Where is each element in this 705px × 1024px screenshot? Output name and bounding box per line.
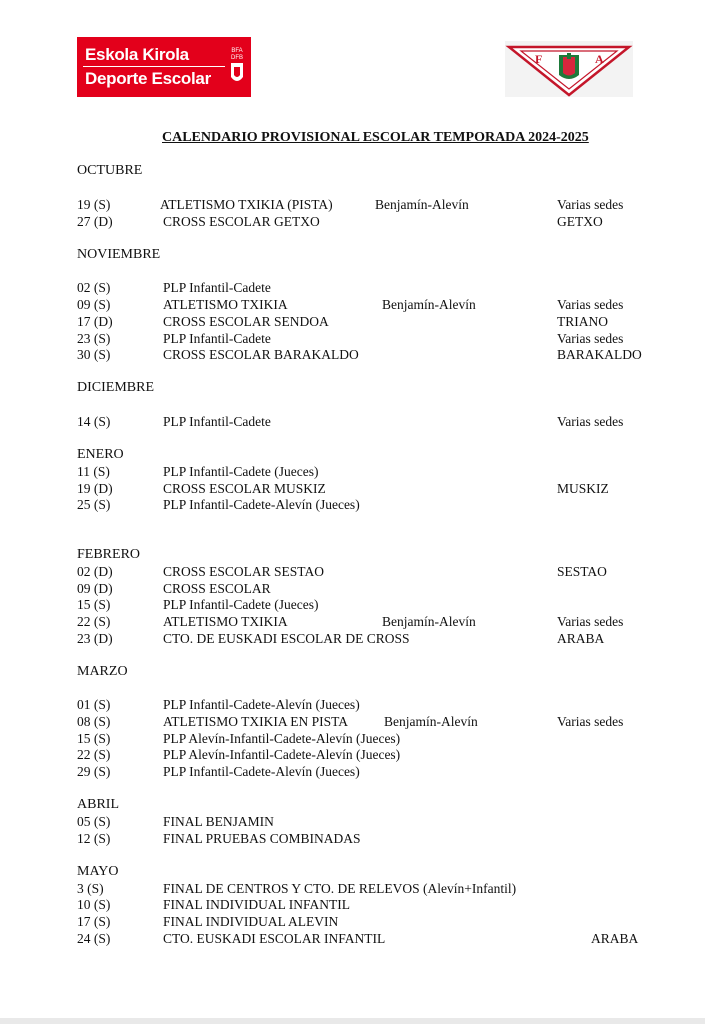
event-date: 15 (S)	[77, 731, 111, 746]
event-name: FINAL DE CENTROS Y CTO. DE RELEVOS (Alevín+Infantil)	[163, 881, 517, 896]
event-date: 29 (S)	[77, 764, 111, 779]
event-venue: SESTAO	[557, 564, 607, 579]
event-name: FINAL INDIVIDUAL ALEVIN	[163, 914, 339, 929]
event-row	[0, 214, 705, 231]
event-date: 02 (D)	[77, 564, 113, 579]
logo-divider	[83, 66, 225, 67]
svg-text:DFB: DFB	[231, 55, 243, 61]
event-date: 25 (S)	[77, 497, 111, 512]
event-date: 01 (S)	[77, 697, 111, 712]
event-name: PLP Infantil-Cadete-Alevín (Jueces)	[163, 697, 360, 712]
event-name: ATLETISMO TXIKIA	[163, 614, 288, 629]
event-row	[0, 931, 705, 948]
event-date: 14 (S)	[77, 414, 111, 429]
event-name: CROSS ESCOLAR	[163, 581, 271, 596]
event-date: 05 (S)	[77, 814, 111, 829]
event-date: 23 (D)	[77, 631, 113, 646]
event-date: 17 (D)	[77, 314, 113, 329]
event-name: PLP Infantil-Cadete	[163, 331, 271, 346]
event-row	[0, 814, 705, 831]
faa-emblem-icon	[505, 41, 633, 97]
month-heading: MARZO	[77, 664, 128, 679]
event-row	[0, 614, 705, 631]
event-name: PLP Alevín-Infantil-Cadete-Alevín (Jueces)	[163, 731, 401, 746]
event-row	[0, 197, 705, 214]
event-name: PLP Infantil-Cadete-Alevín (Jueces)	[163, 497, 360, 512]
eskola-kirola-logo	[77, 37, 251, 97]
event-date: 15 (S)	[77, 597, 111, 612]
event-row	[0, 764, 705, 781]
event-date: 27 (D)	[77, 214, 113, 229]
event-row	[0, 464, 705, 481]
faa-letter-f: F	[535, 52, 543, 66]
event-date: 23 (S)	[77, 331, 111, 346]
logo-line-1: Eskola Kirola	[85, 45, 189, 64]
event-date: 22 (S)	[77, 747, 111, 762]
event-row	[0, 831, 705, 848]
event-name: PLP Infantil-Cadete	[163, 280, 271, 295]
event-name: PLP Infantil-Cadete-Alevín (Jueces)	[163, 764, 360, 779]
event-category: Benjamín-Alevín	[382, 614, 476, 629]
event-row	[0, 897, 705, 914]
month-heading: MAYO	[77, 864, 119, 879]
month-heading: DICIEMBRE	[77, 380, 154, 395]
event-name: CROSS ESCOLAR MUSKIZ	[163, 481, 326, 496]
faa-letter-a: A	[595, 52, 604, 66]
event-date: 30 (S)	[77, 347, 111, 362]
event-name: PLP Infantil-Cadete (Jueces)	[163, 464, 319, 479]
bfa-emblem-icon	[228, 43, 246, 89]
event-category: Benjamín-Alevín	[375, 197, 469, 212]
event-venue: Varias sedes	[557, 614, 624, 629]
event-date: 11 (S)	[77, 464, 110, 479]
month-heading: FEBRERO	[77, 547, 141, 562]
event-row	[0, 697, 705, 714]
event-date: 09 (S)	[77, 297, 111, 312]
faa-federation-logo	[505, 41, 633, 97]
month-heading: ENERO	[77, 447, 124, 462]
event-venue: TRIANO	[557, 314, 608, 329]
page-title: CALENDARIO PROVISIONAL ESCOLAR TEMPORADA 2024-2025	[162, 130, 589, 145]
event-name: CROSS ESCOLAR BARAKALDO	[163, 347, 359, 362]
event-date: 09 (D)	[77, 581, 113, 596]
event-date: 17 (S)	[77, 914, 111, 929]
event-row	[0, 747, 705, 764]
event-row	[0, 631, 705, 648]
event-name: CROSS ESCOLAR GETXO	[163, 214, 320, 229]
event-row	[0, 714, 705, 731]
event-row	[0, 881, 705, 898]
event-name: FINAL BENJAMIN	[163, 814, 274, 829]
event-name: CROSS ESCOLAR SESTAO	[163, 564, 324, 579]
event-venue: Varias sedes	[557, 297, 624, 312]
event-name: FINAL PRUEBAS COMBINADAS	[163, 831, 361, 846]
event-name: ATLETISMO TXIKIA	[163, 297, 288, 312]
svg-text:BFA: BFA	[231, 48, 243, 54]
event-row	[0, 497, 705, 514]
event-venue: MUSKIZ	[557, 481, 609, 496]
event-venue: Varias sedes	[557, 714, 624, 729]
event-name: CTO. EUSKADI ESCOLAR INFANTIL	[163, 931, 386, 946]
event-date: 22 (S)	[77, 614, 111, 629]
event-venue: Varias sedes	[557, 331, 624, 346]
event-venue: BARAKALDO	[557, 347, 642, 362]
event-row	[0, 564, 705, 581]
event-venue: ARABA	[591, 931, 639, 946]
event-row	[0, 597, 705, 614]
event-row	[0, 347, 705, 364]
event-category: Benjamín-Alevín	[384, 714, 478, 729]
event-venue: Varias sedes	[557, 414, 624, 429]
event-date: 02 (S)	[77, 280, 111, 295]
event-name: PLP Infantil-Cadete (Jueces)	[163, 597, 319, 612]
event-row	[0, 481, 705, 498]
event-venue: Varias sedes	[557, 197, 624, 212]
event-venue: ARABA	[557, 631, 605, 646]
event-name: ATLETISMO TXIKIA EN PISTA	[163, 714, 349, 729]
event-date: 10 (S)	[77, 897, 111, 912]
event-date: 12 (S)	[77, 831, 111, 846]
event-category: Benjamín-Alevín	[382, 297, 476, 312]
event-date: 24 (S)	[77, 931, 111, 946]
event-row	[0, 581, 705, 598]
event-date: 19 (S)	[77, 197, 111, 212]
event-name: PLP Alevín-Infantil-Cadete-Alevín (Jueces)	[163, 747, 401, 762]
event-date: 08 (S)	[77, 714, 111, 729]
event-row	[0, 280, 705, 297]
event-name: CROSS ESCOLAR SENDOA	[163, 314, 329, 329]
event-row	[0, 297, 705, 314]
event-row	[0, 314, 705, 331]
event-date: 19 (D)	[77, 481, 113, 496]
event-name: CTO. DE EUSKADI ESCOLAR DE CROSS	[163, 631, 410, 646]
event-venue: GETXO	[557, 214, 603, 229]
event-row	[0, 331, 705, 348]
month-heading: NOVIEMBRE	[77, 247, 161, 262]
event-row	[0, 731, 705, 748]
month-heading: ABRIL	[77, 797, 119, 812]
event-date: 3 (S)	[77, 881, 104, 896]
event-row	[0, 414, 705, 431]
logo-line-2: Deporte Escolar	[85, 69, 211, 88]
event-name: PLP Infantil-Cadete	[163, 414, 271, 429]
event-name: FINAL INDIVIDUAL INFANTIL	[163, 897, 350, 912]
event-name: ATLETISMO TXIKIA (PISTA)	[160, 197, 333, 212]
month-heading: OCTUBRE	[77, 163, 143, 178]
event-row	[0, 914, 705, 931]
